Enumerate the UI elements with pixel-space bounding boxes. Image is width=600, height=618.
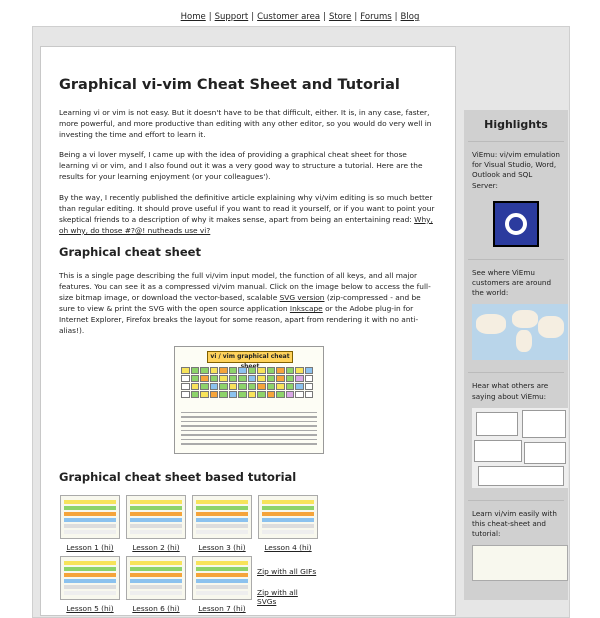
nav-forums[interactable]: Forums [360, 12, 392, 22]
main-content-panel [40, 46, 456, 616]
lesson-thumbnail[interactable] [258, 495, 318, 539]
lesson-thumbnail[interactable] [192, 556, 252, 600]
lesson-thumbnail[interactable] [126, 495, 186, 539]
section-title-tutorial: Graphical cheat sheet based tutorial [59, 469, 297, 484]
lesson-6-link[interactable]: Lesson 6 (hi) [132, 603, 180, 613]
lesson-thumbnail[interactable] [60, 495, 120, 539]
lesson-4[interactable] [257, 495, 319, 552]
keyboard-diagram [181, 367, 317, 399]
sidebar-box-testimonials: Hear what others are saying about ViEmu: [468, 372, 564, 487]
sidebar-box-viemu: ViEmu: vi/vim emulation for Visual Studio, Word, Outlook and SQL Server: [468, 141, 564, 247]
lesson-thumbnail[interactable] [192, 495, 252, 539]
cheat-sheet-description: This is a single page describing the full vi/vim input model, the function of all keys, and all major features. You can see it as a compressed vi/vim manual. Click on the image below to access the full-size bitmap image, or download the vector-based, scalable SVG version (zip-compressed - and be sure to view & print the SVG with the open source application Inkscape or the Adobe plug-in for Internet Explorer, Firefox breaks the layout for some reason, apart from rendering it with no anti-alias!). [59, 270, 431, 336]
lesson-7-link[interactable]: Lesson 7 (hi) [198, 603, 246, 613]
lessons-grid [59, 495, 319, 613]
lesson-thumbnail[interactable] [126, 556, 186, 600]
testimonials-collage-image[interactable] [472, 408, 568, 488]
second-paragraph: Being a vi lover myself, I came up with the idea of providing a graphical cheat sheet for those learning vi or vim, and I also found out it was a very good way to structure a tutorial. Here are the results for your learning enjoyment (or your colleagues'). [59, 150, 423, 182]
inkscape-link[interactable]: Inkscape [289, 304, 323, 314]
cheat-sheet-thumbnail[interactable] [472, 545, 568, 581]
lesson-2-link[interactable]: Lesson 2 (hi) [132, 542, 180, 552]
article [59, 77, 439, 613]
sidebar-title: Highlights [484, 118, 548, 131]
page-title: Graphical vi-vim Cheat Sheet and Tutorial [59, 77, 400, 93]
why-vi-article-link[interactable]: Why, oh why, do those #?@! nutheads use vi? [59, 214, 433, 235]
intro-paragraph: Learning vi or vim is not easy. But it doesn't have to be that difficult, either. It is, in any case, faster, more powerful, and more productive than editing with any other editor, so you would do very well in investing the time and effort to learn it. [59, 108, 432, 140]
top-navigation: Home | Support | Customer area | Store | Forums | Blog [180, 12, 420, 22]
nav-blog[interactable]: Blog [400, 12, 420, 22]
lesson-1-link[interactable]: Lesson 1 (hi) [66, 542, 114, 552]
nav-customer-area[interactable]: Customer area [257, 12, 321, 22]
third-paragraph: By the way, I recently published the definitive article explaining why vi/vim editing is so much better than regular editing. It should prove useful if you want to read it yourself, or if you want to point your skeptical friends to a description of why it makes sense, apart from being an entertaining read: Why, oh why, do those #?@! nutheads use vi? [59, 192, 435, 235]
highlights-sidebar [464, 110, 568, 600]
sidebar-box-tutorial: Learn vi/vim easily with this cheat-sheet and tutorial: [468, 500, 564, 582]
lesson-4-link[interactable]: Lesson 4 (hi) [264, 542, 312, 552]
nav-home[interactable]: Home [180, 12, 206, 22]
lesson-3[interactable] [191, 495, 253, 552]
sidebar-box-customers-map: See where ViEmu customers are around the world: [468, 259, 564, 361]
cheat-sheet-image[interactable] [174, 346, 324, 454]
zip-svgs-link[interactable]: Zip with all SVGs [257, 587, 298, 606]
lesson-5[interactable] [59, 556, 121, 613]
world-map-image[interactable] [472, 304, 568, 360]
lesson-1[interactable] [59, 495, 121, 552]
viemu-logo-icon[interactable] [493, 201, 539, 247]
lesson-7[interactable] [191, 556, 253, 613]
svg-version-link[interactable]: SVG version [279, 293, 325, 303]
zip-downloads [257, 556, 319, 613]
nav-store[interactable]: Store [328, 12, 352, 22]
nav-support[interactable]: Support [214, 12, 249, 22]
lesson-6[interactable] [125, 556, 187, 613]
lesson-3-link[interactable]: Lesson 3 (hi) [198, 542, 246, 552]
lesson-2[interactable] [125, 495, 187, 552]
lesson-5-link[interactable]: Lesson 5 (hi) [66, 603, 114, 613]
lesson-thumbnail[interactable] [60, 556, 120, 600]
zip-gifs-link[interactable]: Zip with all GIFs [257, 566, 317, 576]
section-title-cheat-sheet: Graphical cheat sheet [59, 244, 201, 259]
cheat-sheet-image-title: vi / vim graphical cheat [207, 351, 293, 363]
